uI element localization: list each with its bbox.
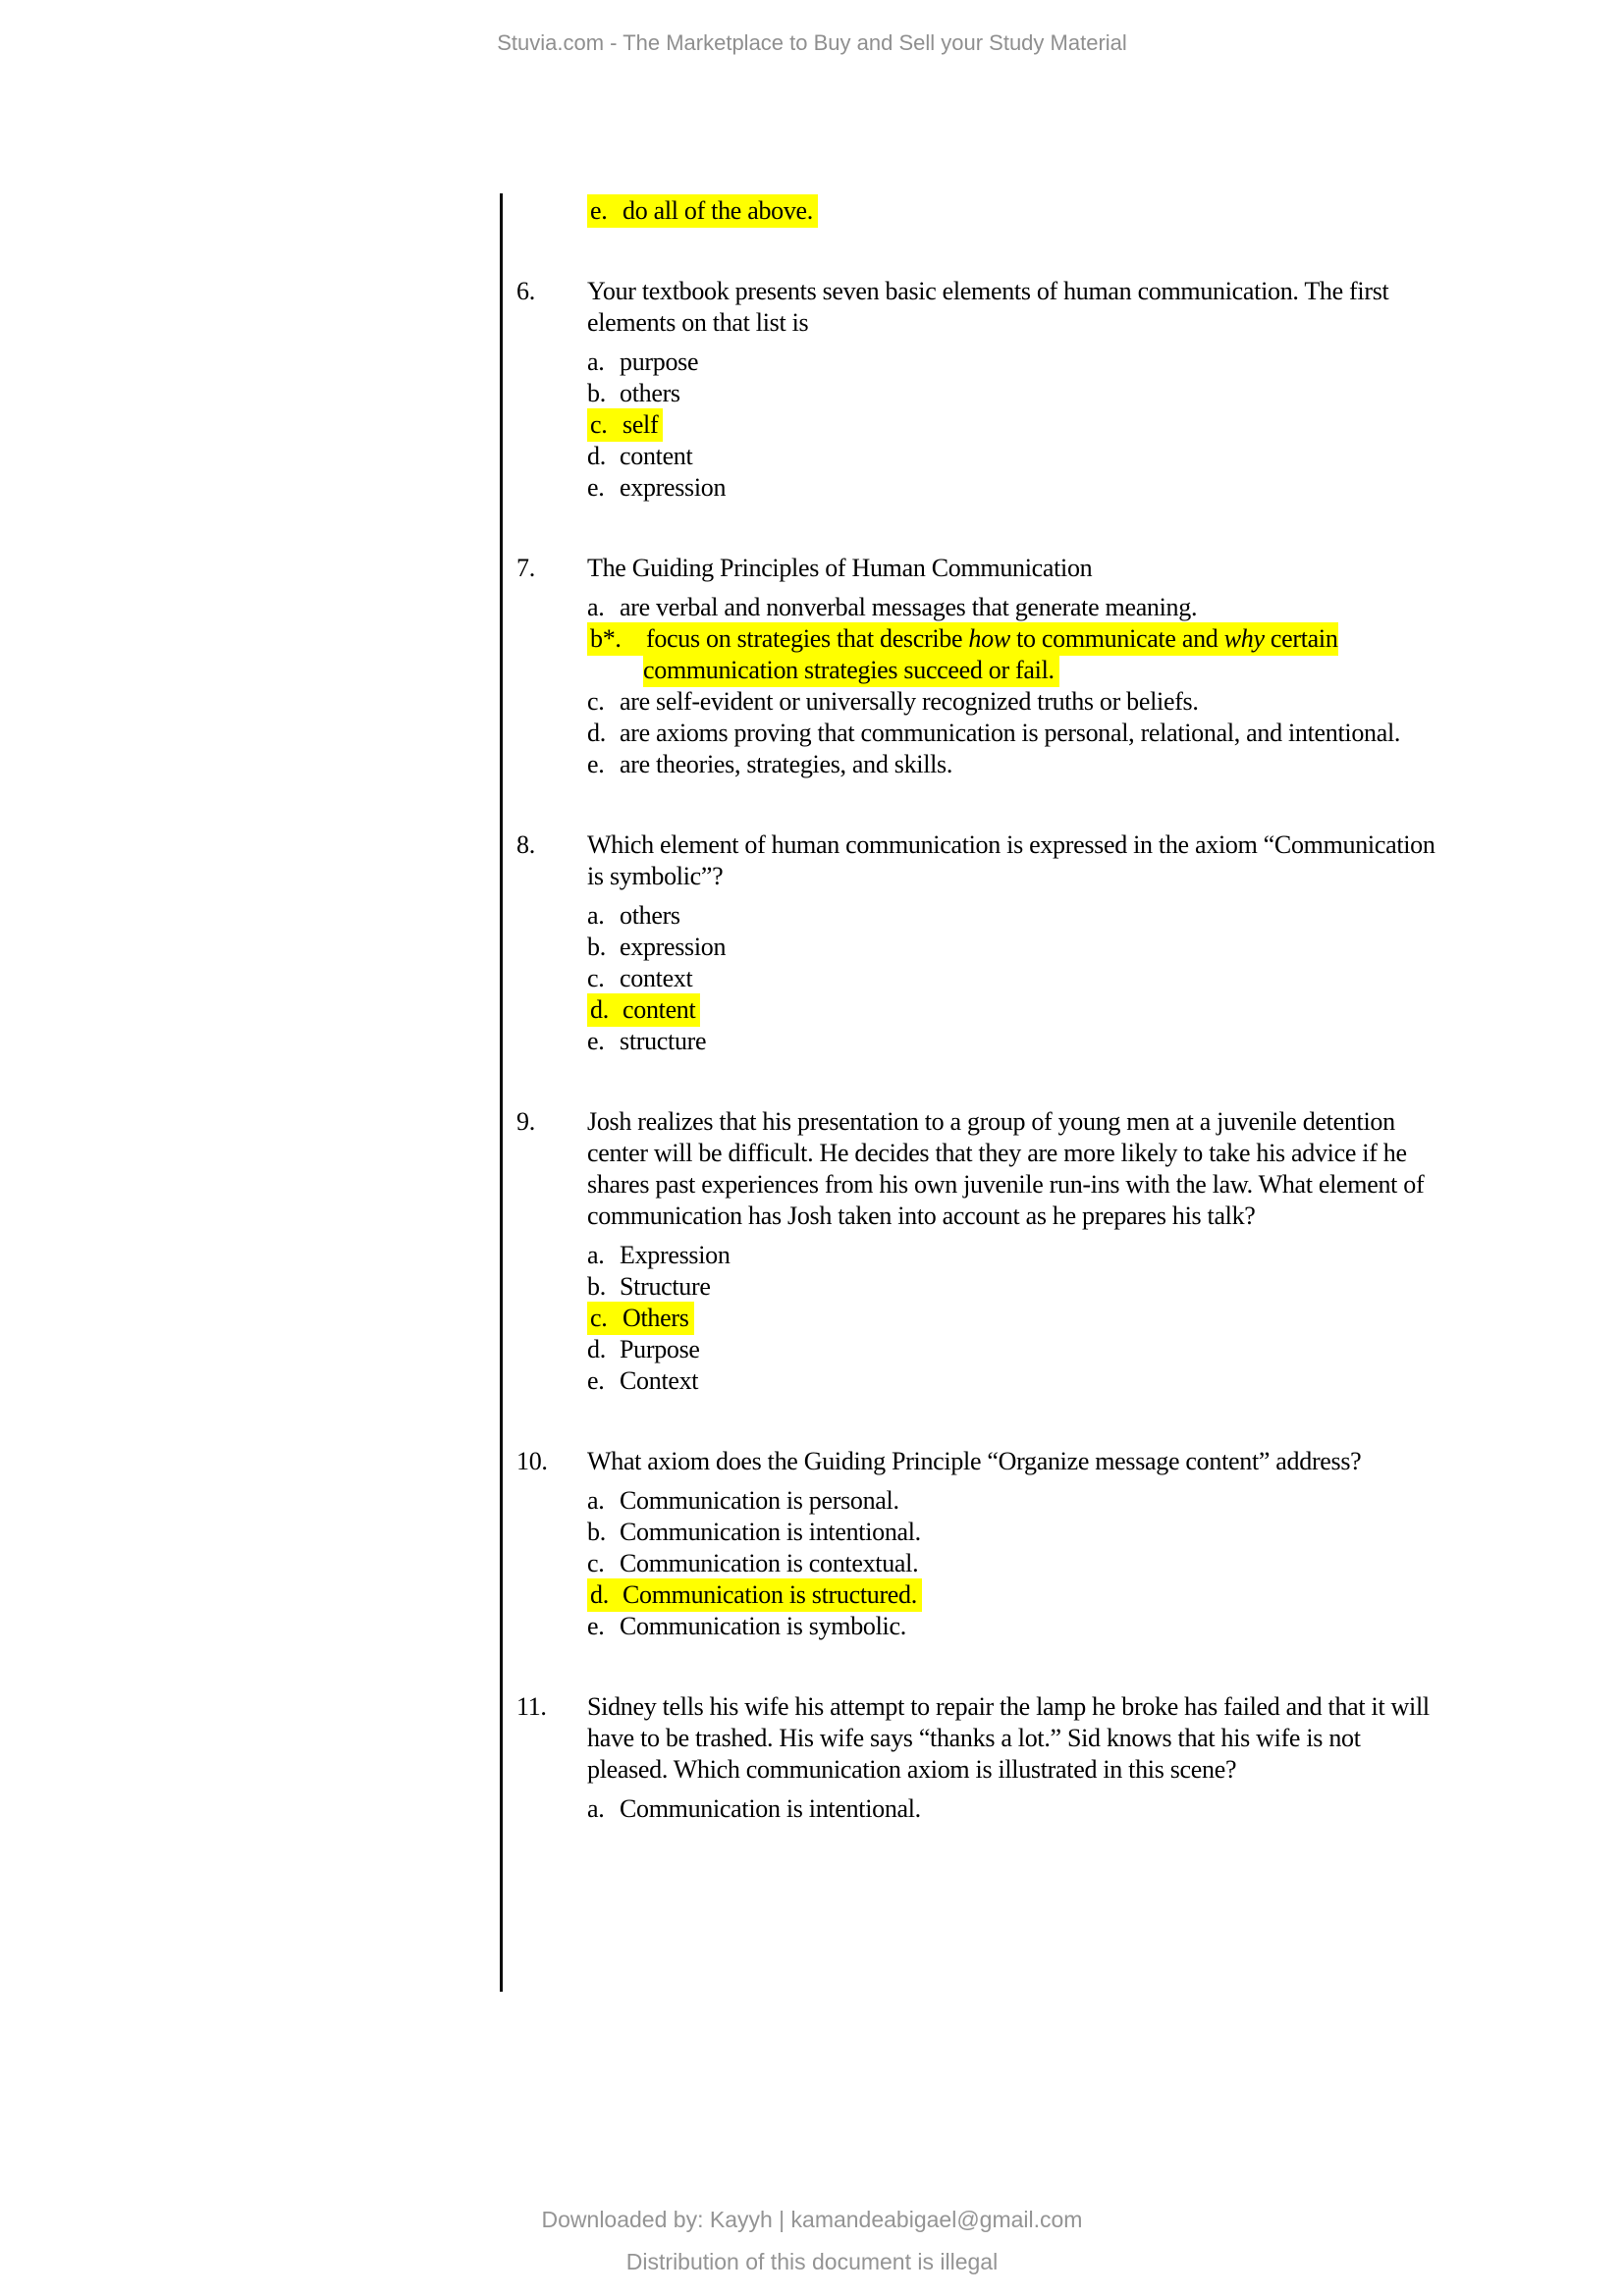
answer-highlight [587, 719, 1400, 747]
option-row [587, 409, 1436, 441]
option-letter: b. [587, 379, 606, 407]
option-text: Purpose [620, 1335, 700, 1363]
answer-highlight [587, 408, 663, 442]
page-footer [0, 2199, 1624, 2283]
options-list [587, 1793, 1436, 1825]
option-row [587, 378, 1436, 409]
option-text: expression [620, 933, 727, 961]
option-letter: a. [587, 347, 605, 376]
option-text: are self-evident or universally recognized truths or beliefs. [620, 687, 1199, 716]
option-letter: d. [587, 1335, 606, 1363]
answer-highlight [587, 964, 692, 992]
option-text: do all of the above. [623, 196, 813, 225]
option-text: focus on strategies that describe how to communicate and why certain communication strategies succeed or fail. [643, 624, 1338, 684]
option-text: Others [623, 1304, 689, 1332]
answer-highlight [587, 901, 680, 930]
option-row [587, 592, 1446, 623]
option-letter: e. [587, 1612, 605, 1640]
option-letter: d. [587, 442, 606, 470]
options-list [587, 592, 1446, 780]
question-number: 10. [516, 1447, 548, 1475]
content-column [500, 193, 1465, 1992]
option-row [587, 1365, 1436, 1397]
page-header: Stuvia.com - The Marketplace to Buy and Sell your Study Material [497, 30, 1127, 55]
option-row [587, 472, 1436, 504]
option-letter: c. [590, 1304, 608, 1332]
question-number: 6. [516, 277, 535, 305]
answer-highlight [587, 1302, 694, 1335]
option-text: Expression [620, 1241, 731, 1269]
options-list [587, 347, 1436, 504]
question-6 [516, 276, 1465, 504]
options-list [587, 1485, 1361, 1642]
option-row [587, 963, 1436, 994]
answer-highlight [587, 1241, 731, 1269]
option-text: structure [620, 1027, 707, 1055]
option-text: self [623, 410, 659, 439]
option-letter: e. [590, 196, 608, 225]
option-row [587, 900, 1436, 932]
answer-highlight [587, 933, 726, 961]
option-letter: b*. [590, 624, 622, 653]
option-row-correct [587, 1303, 1436, 1334]
option-letter: a. [587, 901, 605, 930]
option-text: Communication is symbolic. [620, 1612, 906, 1640]
answer-highlight [587, 1486, 899, 1515]
option-text: content [620, 442, 693, 470]
options-list [587, 1240, 1436, 1397]
option-letter: a. [587, 1794, 605, 1823]
answer-highlight [587, 1366, 698, 1395]
option-row [587, 1026, 1436, 1057]
option-letter: b. [587, 1272, 606, 1301]
answer-highlight [587, 473, 726, 502]
option-row-correct [587, 994, 1436, 1026]
option-letter: e. [587, 1366, 605, 1395]
question-text: Sidney tells his wife his attempt to repair the lamp he broke has failed and that it will have to be trashed. His wife says “thanks a lot.” Sid knows that his wife is not pleased. Which communication axiom is illustrated in this scene? [587, 1692, 1430, 1784]
question-text: What axiom does the Guiding Principle “Organize message content” address? [587, 1447, 1362, 1475]
option-row [587, 1611, 1361, 1642]
italic-word: how [968, 624, 1010, 653]
answer-highlight [587, 1612, 906, 1640]
question-number: 11. [516, 1692, 547, 1721]
answer-highlight [587, 1794, 921, 1823]
question-10 [516, 1446, 1465, 1642]
option-text: Communication is intentional. [620, 1518, 921, 1546]
option-text: Structure [620, 1272, 711, 1301]
footer-line-2: Distribution of this document is illegal [625, 2249, 999, 2274]
answer-highlight [587, 593, 1197, 621]
option-text: Communication is personal. [620, 1486, 899, 1515]
question-number: 7. [516, 554, 535, 582]
option-letter: b. [587, 1518, 606, 1546]
option-row [587, 749, 1446, 780]
option-letter: e. [587, 750, 605, 778]
option-row [587, 1485, 1361, 1517]
option-row [587, 1548, 1361, 1579]
option-letter: d. [590, 1580, 609, 1609]
question-number: 9. [516, 1107, 535, 1136]
option-row [587, 932, 1436, 963]
answer-highlight [587, 442, 692, 470]
option-letter: c. [590, 410, 608, 439]
option-row [587, 441, 1436, 472]
answer-highlight [587, 687, 1199, 716]
answer-highlight [587, 1518, 921, 1546]
orphan-option-block [516, 195, 1465, 227]
options-list [587, 900, 1436, 1057]
answer-highlight [587, 379, 680, 407]
option-letter: e. [587, 473, 605, 502]
option-text: are axioms proving that communication is personal, relational, and intentional. [620, 719, 1401, 747]
option-row-correct [587, 623, 1446, 686]
answer-highlight [587, 1578, 922, 1612]
option-letter: a. [587, 593, 605, 621]
question-9 [516, 1106, 1465, 1397]
footer-line-1: Downloaded by: Kayyh | kamandeabigael@gmail.com [541, 2207, 1083, 2232]
option-text: are theories, strategies, and skills. [620, 750, 953, 778]
option-text: others [620, 379, 680, 407]
question-text: Josh realizes that his presentation to a group of young men at a juvenile detention center will be difficult. He decides that they are more likely to take his advice if he shares past experiences from his own juvenile run-ins with the law. What element of communication has Josh taken into account as he prepares his talk? [587, 1107, 1425, 1230]
option-letter: d. [587, 719, 606, 747]
question-7 [516, 553, 1465, 780]
option-row [587, 1793, 1436, 1825]
option-text: expression [620, 473, 727, 502]
question-11 [516, 1691, 1465, 1825]
question-text: Which element of human communication is expressed in the axiom “Communication is symbolic”? [587, 830, 1435, 890]
option-row [587, 347, 1436, 378]
option-letter: c. [587, 687, 605, 716]
answer-highlight [587, 1549, 918, 1577]
option-text: Communication is intentional. [620, 1794, 921, 1823]
option-row [587, 1517, 1361, 1548]
answer-highlight [587, 194, 818, 228]
option-letter: d. [590, 995, 609, 1024]
answer-highlight [587, 1027, 706, 1055]
option-text: others [620, 901, 680, 930]
option-text: Context [620, 1366, 699, 1395]
option-text: purpose [620, 347, 699, 376]
option-letter: c. [587, 1549, 605, 1577]
option-letter: b. [587, 933, 606, 961]
option-text: are verbal and nonverbal messages that generate meaning. [620, 593, 1198, 621]
option-text: context [620, 964, 693, 992]
option-row [587, 1240, 1436, 1271]
question-text: Your textbook presents seven basic elements of human communication. The first elements on that list is [587, 277, 1389, 337]
answer-highlight [587, 1272, 711, 1301]
option-row [587, 1334, 1436, 1365]
option-row [587, 1271, 1436, 1303]
option-letter: a. [587, 1241, 605, 1269]
option-letter: e. [587, 1027, 605, 1055]
question-8 [516, 829, 1465, 1057]
answer-highlight [587, 347, 698, 376]
option-row-correct [587, 1579, 1361, 1611]
option-text: Communication is contextual. [620, 1549, 919, 1577]
answer-highlight [587, 1335, 700, 1363]
question-number: 8. [516, 830, 535, 859]
answer-highlight [587, 993, 700, 1027]
option-letter: a. [587, 1486, 605, 1515]
answer-highlight [587, 750, 952, 778]
option-row [587, 686, 1446, 718]
question-number [516, 195, 587, 227]
option-row [587, 718, 1446, 749]
option-row [587, 195, 818, 227]
option-letter: c. [587, 964, 605, 992]
option-text: Communication is structured. [623, 1580, 917, 1609]
option-text: content [623, 995, 696, 1024]
question-text: The Guiding Principles of Human Communication [587, 554, 1093, 582]
answer-highlight [587, 622, 1338, 687]
italic-word: why [1223, 624, 1265, 653]
